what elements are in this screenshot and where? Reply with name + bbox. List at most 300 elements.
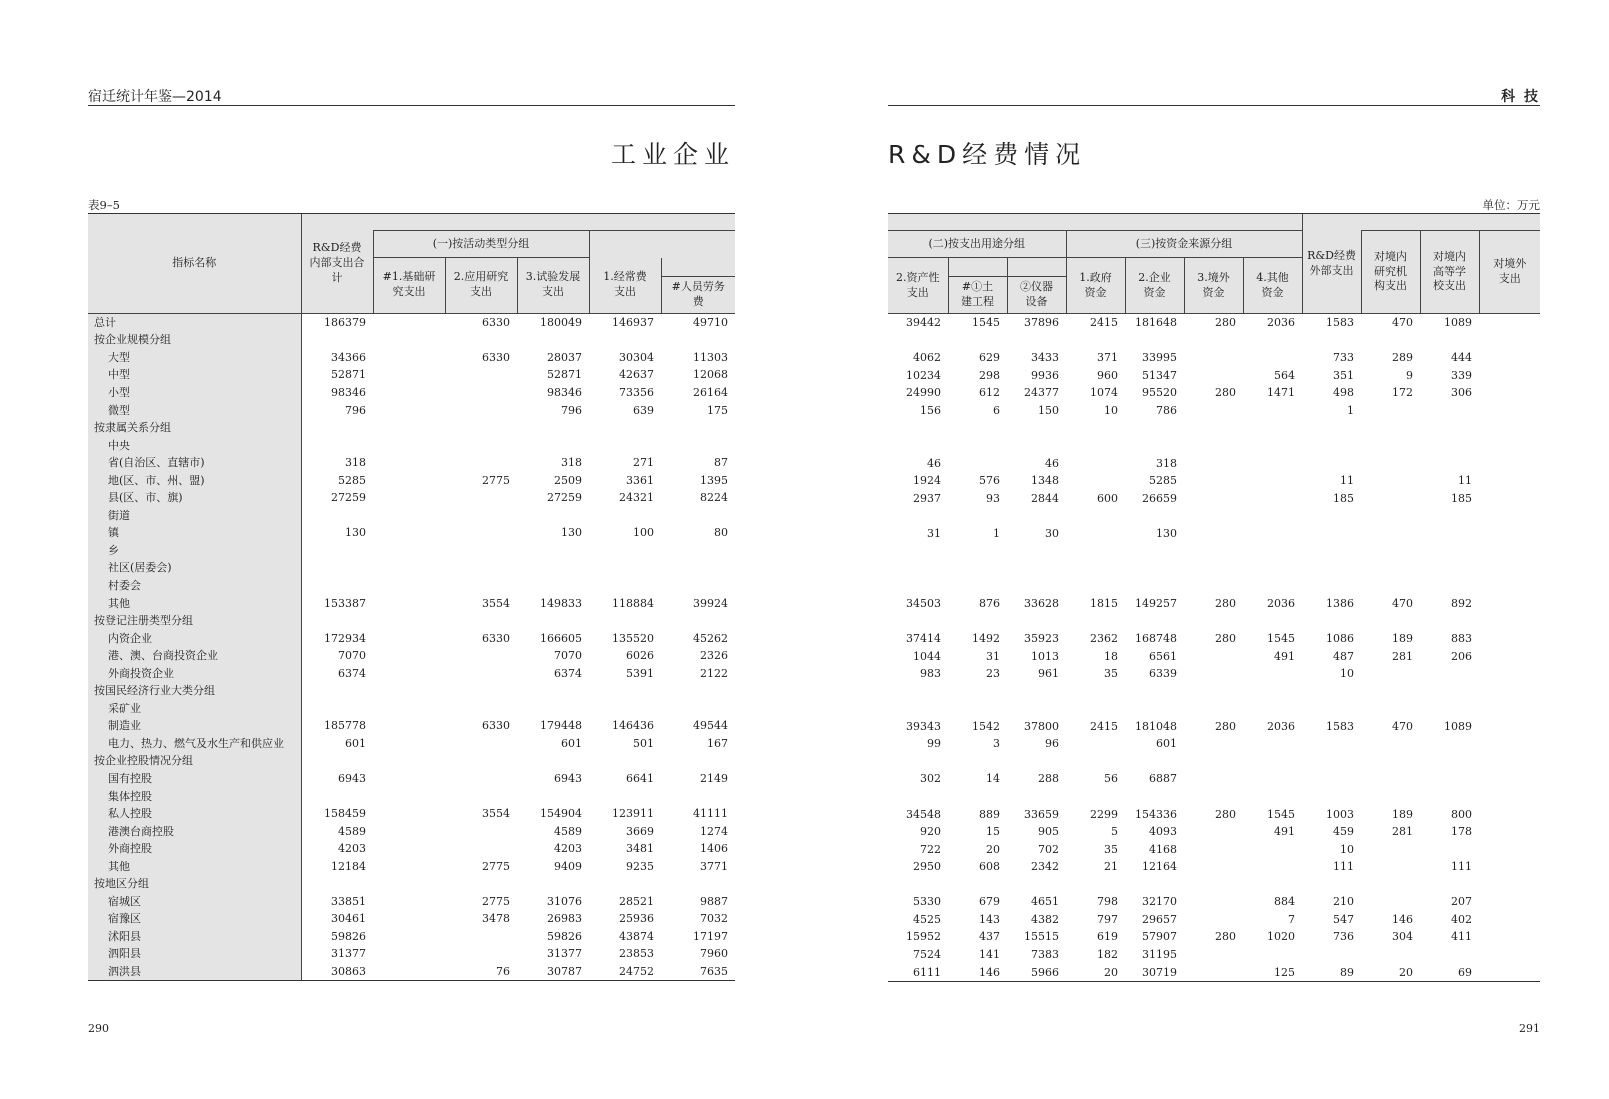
data-cell: 1583: [1326, 316, 1355, 330]
data-cell: [1007, 788, 1066, 806]
data-cell: 39924: [693, 596, 729, 610]
data-cell: 37896: [1024, 316, 1059, 330]
data-cell: [373, 471, 445, 489]
data-cell: [888, 577, 948, 595]
data-cell: [1420, 402, 1479, 420]
data-cell: 118884: [612, 596, 654, 610]
data-cell: [589, 612, 661, 630]
data-cell: 1545: [1267, 807, 1296, 821]
data-cell: [1479, 788, 1540, 806]
table-row-right: [888, 332, 1540, 350]
data-cell: [445, 787, 517, 805]
data-cell: [888, 560, 948, 578]
table-row-right: [888, 682, 1540, 700]
data-cell: 18: [1104, 649, 1118, 663]
data-cell: [1479, 823, 1540, 841]
data-cell: [589, 682, 661, 700]
data-cell: [1243, 419, 1302, 437]
data-cell: [373, 401, 445, 419]
data-cell: 7960: [700, 947, 729, 961]
data-cell: [1302, 507, 1361, 525]
data-cell: 6330: [482, 719, 510, 733]
data-cell: 43874: [619, 929, 654, 943]
data-cell: [1184, 402, 1243, 420]
data-cell: [1302, 753, 1361, 771]
data-cell: [517, 612, 589, 630]
data-cell: 7070: [554, 649, 582, 663]
data-cell: 5330: [913, 895, 941, 909]
table-row-right: [888, 577, 1540, 595]
data-cell: 31076: [547, 894, 582, 908]
data-cell: 1386: [1326, 597, 1355, 611]
data-cell: 12068: [693, 368, 729, 382]
header-domestic-univ: 对境内高等学校支出: [1420, 231, 1479, 314]
data-cell: 487: [1333, 649, 1355, 663]
header-group-source: (三)按资金来源分组: [1066, 231, 1302, 258]
data-cell: [1184, 911, 1243, 929]
data-cell: 35: [1104, 667, 1118, 681]
data-cell: 601: [345, 736, 366, 750]
data-cell: [445, 875, 517, 893]
data-cell: [373, 752, 445, 770]
data-cell: [888, 419, 948, 437]
header-equipment-gap: [1007, 258, 1066, 277]
data-cell: 304: [1392, 930, 1414, 944]
data-cell: [1361, 788, 1420, 806]
data-cell: 1089: [1444, 719, 1473, 733]
data-cell: 6: [993, 404, 1000, 417]
data-cell: [373, 682, 445, 700]
data-cell: [1184, 840, 1243, 858]
yearbook-header: 宿迁统计年鉴—2014: [88, 89, 222, 105]
row-label: 电力、热力、燃气及水生产和供应业: [88, 735, 301, 753]
row-label: 制造业: [88, 717, 301, 735]
data-cell: [589, 419, 661, 437]
data-cell: [445, 612, 517, 630]
row-label: 泗洪县: [88, 963, 301, 981]
data-cell: [1420, 525, 1479, 543]
data-cell: 9: [1406, 368, 1414, 382]
data-cell: [1243, 525, 1302, 543]
data-cell: [1007, 507, 1066, 525]
data-cell: [1361, 893, 1420, 911]
row-label: 街道: [88, 507, 301, 525]
data-cell: [445, 559, 517, 577]
data-cell: [661, 436, 735, 454]
data-cell: [1184, 788, 1243, 806]
table-row-left: [88, 349, 735, 367]
data-cell: [1066, 437, 1125, 455]
data-cell: [948, 700, 1007, 718]
row-label: 采矿业: [88, 700, 301, 718]
data-cell: 4093: [1149, 825, 1177, 839]
data-cell: 49710: [693, 315, 729, 329]
data-cell: 6887: [1149, 772, 1177, 786]
data-cell: [445, 647, 517, 665]
header-labor-gap: [661, 258, 735, 277]
data-cell: [1184, 332, 1243, 350]
data-cell: [445, 542, 517, 560]
data-cell: [948, 454, 1007, 472]
data-cell: [445, 752, 517, 770]
data-cell: 100: [633, 526, 654, 540]
data-cell: [373, 559, 445, 577]
data-cell: [1361, 454, 1420, 472]
table-row-right: [888, 805, 1540, 823]
data-cell: [1420, 753, 1479, 771]
table-row-right: [888, 946, 1540, 964]
table-row-left: [88, 366, 735, 384]
data-cell: 20: [986, 842, 1000, 856]
table-row-right: [888, 542, 1540, 560]
data-cell: [1479, 893, 1540, 911]
header-foreign: 3.境外资金: [1184, 258, 1243, 314]
data-cell: 28521: [619, 894, 654, 908]
data-cell: 123911: [612, 807, 654, 821]
data-cell: [948, 753, 1007, 771]
data-cell: 1074: [1090, 386, 1118, 400]
data-cell: [301, 542, 373, 560]
data-cell: [1479, 735, 1540, 753]
data-cell: [1302, 770, 1361, 788]
data-cell: 141: [979, 947, 1000, 961]
data-cell: [1479, 753, 1540, 771]
data-cell: [888, 542, 948, 560]
data-cell: [1479, 718, 1540, 736]
data-cell: 884: [1274, 895, 1296, 909]
data-cell: [1125, 507, 1184, 525]
data-cell: [445, 735, 517, 753]
data-cell: [1243, 560, 1302, 578]
data-cell: [373, 840, 445, 858]
data-cell: 10234: [906, 368, 941, 382]
data-cell: 73356: [619, 385, 654, 399]
data-cell: 185: [1451, 491, 1473, 505]
table-row-right: [888, 647, 1540, 665]
data-cell: [589, 875, 661, 893]
data-cell: 189: [1392, 632, 1414, 646]
data-cell: [1007, 876, 1066, 894]
data-cell: 46: [1045, 456, 1059, 470]
table-row-left: [88, 594, 735, 612]
data-cell: 7383: [1031, 947, 1059, 961]
data-cell: [1420, 507, 1479, 525]
data-cell: [888, 332, 948, 350]
data-cell: [1184, 858, 1243, 876]
data-cell: [1184, 437, 1243, 455]
data-cell: 459: [1333, 825, 1355, 839]
data-cell: 45262: [693, 631, 729, 645]
data-cell: [1361, 472, 1420, 490]
data-cell: [373, 945, 445, 963]
data-cell: [1361, 332, 1420, 350]
data-cell: [373, 787, 445, 805]
row-label: 按登记注册类型分组: [88, 612, 301, 630]
data-cell: [373, 454, 445, 472]
data-cell: [1361, 840, 1420, 858]
table-row-left: [88, 471, 735, 489]
data-cell: [1302, 946, 1361, 964]
data-cell: 679: [979, 895, 1000, 909]
row-label: 港、澳、台商投资企业: [88, 647, 301, 665]
table-row-left: [88, 454, 735, 472]
row-label: 宿豫区: [88, 910, 301, 928]
data-cell: 29657: [1142, 912, 1177, 926]
data-cell: [517, 752, 589, 770]
data-cell: 31195: [1142, 947, 1177, 961]
data-cell: [1479, 349, 1540, 367]
data-cell: [1420, 876, 1479, 894]
data-cell: 1545: [1267, 632, 1296, 646]
data-cell: 444: [1451, 351, 1473, 365]
data-cell: [1243, 788, 1302, 806]
row-label: 国有控股: [88, 770, 301, 788]
data-cell: 146: [1392, 912, 1414, 926]
data-cell: 30719: [1125, 963, 1184, 981]
data-cell: 2326: [700, 649, 729, 663]
data-cell: [1125, 332, 1184, 350]
data-cell: 31377: [331, 947, 366, 961]
data-cell: [1361, 665, 1420, 683]
row-label: 村委会: [88, 577, 301, 595]
data-cell: 180049: [540, 315, 582, 329]
data-cell: 6111: [888, 963, 948, 981]
data-cell: 158459: [324, 807, 366, 821]
data-cell: [1125, 753, 1184, 771]
row-label: 中央: [88, 436, 301, 454]
data-cell: [373, 436, 445, 454]
data-cell: 786: [1156, 404, 1177, 417]
data-cell: [373, 612, 445, 630]
data-cell: [1184, 735, 1243, 753]
table-row-left: [88, 647, 735, 665]
data-cell: [373, 857, 445, 875]
data-cell: [1361, 858, 1420, 876]
data-cell: 289: [1392, 351, 1414, 365]
data-cell: 111: [1451, 860, 1473, 874]
header-rule-right: [888, 105, 1540, 106]
row-label: 按企业控股情况分组: [88, 752, 301, 770]
data-cell: 1545: [972, 316, 1000, 330]
data-cell: 960: [1097, 368, 1118, 382]
data-cell: 1542: [972, 719, 1000, 733]
data-cell: 143: [979, 912, 1000, 926]
data-cell: 149833: [540, 596, 582, 610]
data-cell: [301, 577, 373, 595]
data-cell: 37414: [906, 632, 941, 646]
data-cell: 889: [979, 807, 1000, 821]
data-cell: [445, 436, 517, 454]
data-cell: 24752: [589, 963, 661, 981]
data-cell: [445, 577, 517, 595]
header-spacer-right: [888, 214, 1302, 231]
data-cell: [1007, 682, 1066, 700]
table-row-right: [888, 788, 1540, 806]
table-row-left: [88, 559, 735, 577]
data-cell: 17197: [693, 929, 729, 943]
data-cell: 7032: [700, 912, 729, 926]
data-cell: 470: [1392, 316, 1414, 330]
table-row-right: [888, 718, 1540, 736]
data-cell: [1361, 437, 1420, 455]
table-row-right: [888, 507, 1540, 525]
table-row-right: [888, 454, 1540, 472]
data-cell: [661, 559, 735, 577]
data-cell: [1420, 770, 1479, 788]
data-cell: [1243, 332, 1302, 350]
data-cell: 1395: [700, 473, 729, 487]
data-cell: 576: [979, 474, 1000, 488]
data-cell: [589, 331, 661, 349]
data-cell: 10: [1104, 404, 1118, 417]
header-group-activity: (一)按活动类型分组: [373, 231, 589, 258]
data-cell: 1: [993, 526, 1000, 540]
data-cell: [373, 594, 445, 612]
table-row-left: [88, 735, 735, 753]
table-row-left: [88, 875, 735, 893]
data-cell: 1815: [1090, 597, 1118, 611]
data-cell: [1243, 840, 1302, 858]
data-cell: [1420, 840, 1479, 858]
data-cell: [445, 366, 517, 384]
data-cell: [445, 524, 517, 542]
data-cell: [445, 384, 517, 402]
data-cell: [1066, 542, 1125, 560]
data-cell: [373, 366, 445, 384]
data-cell: [1243, 437, 1302, 455]
data-cell: [1243, 542, 1302, 560]
right-page: [804, 0, 1609, 1099]
data-cell: 8224: [700, 491, 729, 505]
data-cell: [661, 419, 735, 437]
data-cell: [1243, 682, 1302, 700]
header-rd-internal: R&D经费内部支出合计: [301, 214, 373, 314]
row-label: 乡: [88, 542, 301, 560]
data-cell: 15: [986, 825, 1000, 839]
data-cell: 4203: [554, 842, 582, 856]
row-label: 微型: [88, 401, 301, 419]
header-overseas: 对境外支出: [1479, 231, 1540, 314]
data-cell: 6943: [554, 771, 582, 785]
data-cell: [1184, 489, 1243, 507]
data-cell: 271: [633, 456, 654, 470]
data-cell: [1066, 332, 1125, 350]
data-cell: [1184, 823, 1243, 841]
data-cell: 172: [1392, 386, 1414, 400]
data-cell: [1361, 946, 1420, 964]
data-cell: [888, 700, 948, 718]
data-cell: 168748: [1135, 632, 1177, 646]
data-cell: 57907: [1142, 930, 1177, 944]
table-row-right: [888, 525, 1540, 543]
data-cell: [1007, 437, 1066, 455]
data-cell: 166605: [540, 631, 582, 645]
data-cell: [1184, 507, 1243, 525]
data-cell: [1361, 682, 1420, 700]
header-spacer-right2: [1361, 214, 1540, 231]
data-cell: [661, 700, 735, 718]
data-cell: 6943: [338, 771, 366, 785]
table-row-right: [888, 367, 1540, 385]
row-label: 按企业规模分组: [88, 331, 301, 349]
data-cell: [1243, 349, 1302, 367]
data-cell: 402: [1451, 912, 1473, 926]
table-row-left: [88, 787, 735, 805]
data-cell: [301, 752, 373, 770]
data-cell: 1089: [1444, 316, 1473, 330]
data-cell: [661, 542, 735, 560]
data-cell: 4525: [913, 912, 941, 926]
data-cell: [373, 629, 445, 647]
data-cell: [1184, 647, 1243, 665]
row-label: 按国民经济行业大类分组: [88, 682, 301, 700]
data-cell: 371: [1097, 351, 1118, 365]
data-cell: [1420, 735, 1479, 753]
data-cell: [1420, 788, 1479, 806]
table-row-right: [888, 384, 1540, 402]
data-cell: 281: [1392, 649, 1414, 663]
row-label: 大型: [88, 349, 301, 367]
data-cell: 600: [1097, 491, 1118, 505]
data-cell: [1361, 612, 1420, 630]
table-row-left: [88, 664, 735, 682]
data-cell: [1243, 489, 1302, 507]
data-cell: 1020: [1267, 930, 1296, 944]
data-cell: [1066, 735, 1125, 753]
data-cell: 149257: [1135, 597, 1177, 611]
data-cell: [948, 612, 1007, 630]
data-cell: [661, 577, 735, 595]
data-cell: [1479, 840, 1540, 858]
data-cell: [1066, 700, 1125, 718]
data-cell: [1302, 700, 1361, 718]
data-cell: [1302, 419, 1361, 437]
data-cell: 32170: [1142, 895, 1177, 909]
data-cell: [661, 752, 735, 770]
rd-table-left: [88, 213, 735, 981]
data-cell: [373, 963, 445, 981]
data-cell: 2844: [1031, 491, 1059, 505]
data-cell: [373, 717, 445, 735]
data-cell: [1066, 454, 1125, 472]
table-row-right: [888, 402, 1540, 420]
data-cell: 547: [1333, 912, 1355, 926]
row-label: 按隶属关系分组: [88, 419, 301, 437]
data-cell: 21: [1104, 860, 1118, 874]
data-cell: [1479, 858, 1540, 876]
data-cell: 34503: [906, 597, 941, 611]
data-cell: 2036: [1267, 597, 1296, 611]
data-cell: [1420, 454, 1479, 472]
data-cell: 5: [1111, 825, 1118, 839]
data-cell: 39343: [906, 719, 941, 733]
data-cell: 2362: [1090, 632, 1118, 646]
data-cell: 189: [1392, 807, 1414, 821]
data-cell: [373, 735, 445, 753]
table-row-left: [88, 542, 735, 560]
data-cell: 31377: [547, 947, 582, 961]
data-cell: [373, 524, 445, 542]
header-blank-routine: [589, 231, 735, 258]
header-group-use: (二)按支出用途分组: [888, 231, 1066, 258]
data-cell: [1243, 753, 1302, 771]
data-cell: [301, 612, 373, 630]
data-cell: [1479, 946, 1540, 964]
data-cell: 280: [1215, 597, 1236, 611]
header-labor: #人员劳务费: [661, 276, 735, 313]
row-label: 港澳台商控股: [88, 822, 301, 840]
data-cell: 69: [1420, 963, 1479, 981]
